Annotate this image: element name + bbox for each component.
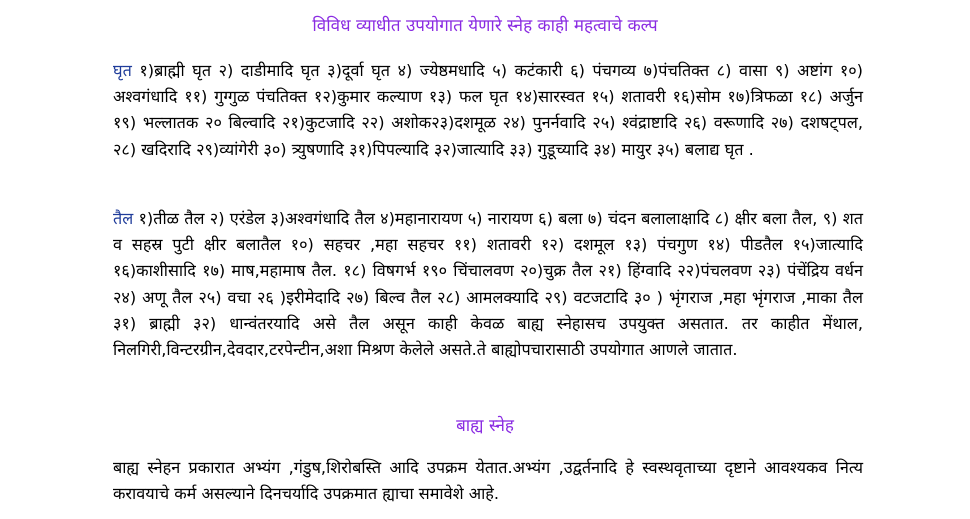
ghruta-label: घृत: [113, 61, 132, 80]
ghruta-paragraph: [113, 58, 863, 163]
bahya-paragraph: बाह्य स्नेहन प्रकारात अभ्यंग ,गंडुष,शिरोबस्ति आदि उपक्रम येतात.अभ्यंग ,उद्वर्तनादि हे स्वस्थवृताच्या दृष्टाने आवश्यकव नित्य करावयाचे कर्म असल्याने दिनचर्यादि उपक्रमात ह्याचा समावेशे आहे.: [113, 458, 863, 504]
bahya-heading: बाह्य स्नेह: [456, 416, 514, 436]
taila-label: तैल: [113, 209, 134, 228]
taila-paragraph: [113, 206, 863, 363]
taila-text: १)तीळ तैल २) एरंडेल ३)अश्वगंधादि तैल ४)महानारायण ५) नारायण ६) बला ७) चंदन बलालाक्षादि ८) क्षीर बला तैल, ९) शत व सहस्र पुटी क्षीर बलातैल १०) सहचर ,महा सहचर ११) शतावरी १२) दशमूल १३) पंचगुण १४) पीडतैल १५)जात्यादि १६)काशीसादि १७) माष,महामाष तैल. १८) विषगर्भ १९० चिंचालवण २०)चुक्र तैल २१) हिंग्वादि २२)पंचलवण २३) पंचेंद्रिय वर्धन २४) अणू तैल २५) वचा २६ )इरीमेदादि २७) बिल्व तैल २८) आमलक्यादि २९) वटजटादि ३० ) भृंगराज ,महा भृंगराज ,माका तैल ३१) ब्राह्मी ३२) धान्वंतरयादि असे तैल असून काही केवळ बाह्य स्नेहासच उपयुक्त असतात. तर काहीत मेंथाल, निलगिरी,विन्टरग्रीन,देवदार,टरपेन्टीन,अशा मिश्रण केलेले असते.ते बाह्योपचारासाठी उपयोगात आणले जातात.: [113, 209, 863, 360]
page-title: विविध व्याधीत उपयोगात येणारे स्नेह काही महत्वाचे कल्प: [312, 16, 658, 36]
ghruta-text: १)ब्राह्मी घृत २) दाडीमादि घृत ३)दूर्वा घृत ४) ज्येष्ठमधादि ५) कटंकारी ६) पंचगव्य ७)पंचतिक्त ८) वासा ९) अष्टांग १०) अश्वगंधादि ११) गुग्गुळ पंचतिक्त १२)कुमार कल्याण १३) फल घृत १४)सारस्वत १५) शतावरी १६)सोम १७)त्रिफळा १८) अर्जुन १९) भल्लातक २० बिल्वादि २१)कुटजादि २२) अशोक२३)दशमूळ २४) पुनर्नवादि २५) श्वंद्राष्टादि २६) वरूणादि २७) दशषट्पल, २८) खदिरादि २९)व्यांगेरी ३०) त्र्युषणादि ३१)पिपल्यादि ३२)जात्यादि ३३) गुडूच्यादि ३४) मायुर ३५) बलाद्य घृत .: [113, 61, 863, 159]
